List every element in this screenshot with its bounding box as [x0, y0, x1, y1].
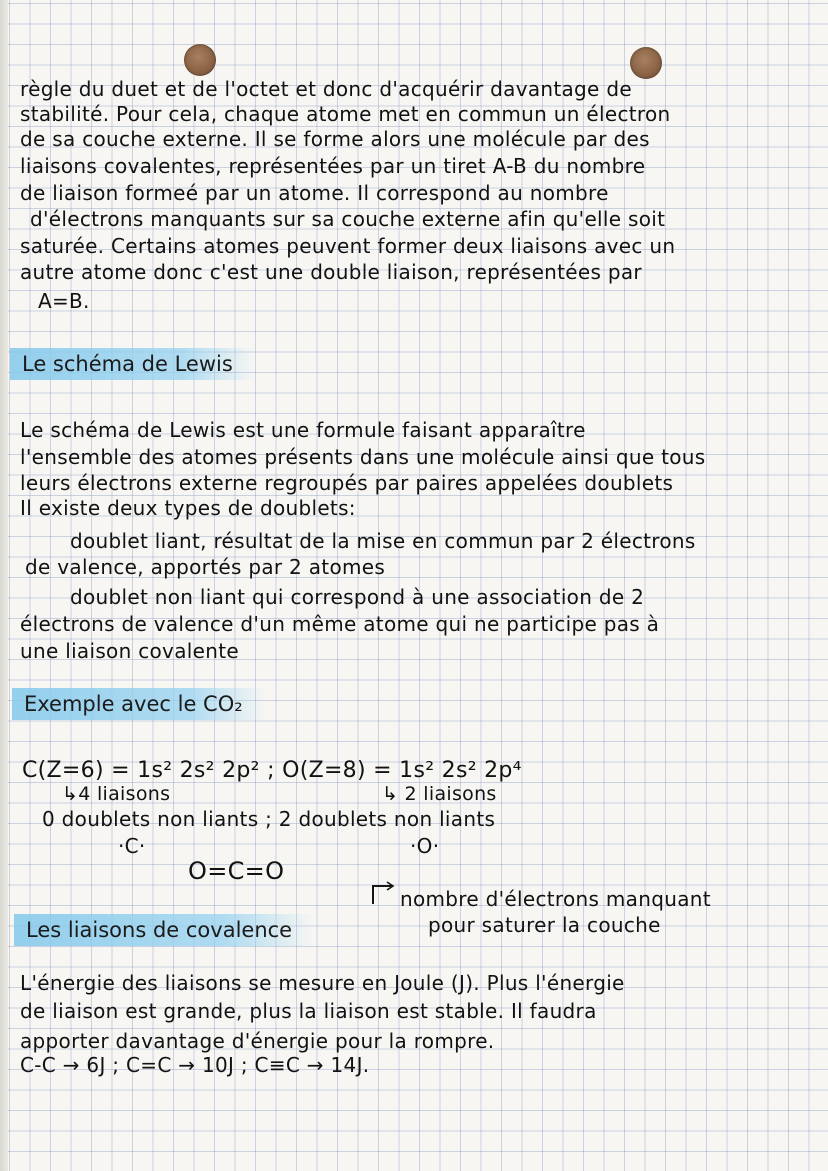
paragraph1-line: liaisons covalentes, représentées par un tiret A-B du nombre: [20, 154, 646, 178]
paragraph1-line: de sa couche externe. Il se forme alors une molécule par des: [20, 127, 650, 151]
paragraph3-line: L'énergie des liaisons se mesure en Joule (J). Plus l'énergie: [20, 971, 625, 995]
paragraph2-line: une liaison covalente: [20, 639, 239, 663]
paragraph1-line: stabilité. Pour cela, chaque atome met en commun un électron: [20, 102, 671, 126]
paragraph2-line: électrons de valence d'un même atome qui ne participe pas à: [20, 612, 660, 636]
paragraph2-line: Le schéma de Lewis est une formule faisant apparaître: [20, 418, 586, 442]
paragraph1-line: de liaison formeé par un atome. Il correspond au nombre: [20, 181, 609, 205]
paragraph1-line: saturée. Certains atomes peuvent former deux liaisons avec un: [20, 234, 676, 258]
annotation-bracket-icon: [370, 880, 396, 906]
annotation-line-1: nombre d'électrons manquant: [400, 887, 711, 911]
heading-covalence: Les liaisons de covalence: [14, 914, 314, 946]
annotation-line-2: pour saturer la couche: [428, 913, 661, 937]
paragraph1-line: d'électrons manquants sur sa couche externe afin qu'elle soit: [30, 207, 666, 231]
paragraph2-line: de valence, apportés par 2 atomes: [25, 555, 386, 579]
punch-hole-left: [184, 44, 216, 76]
paragraph2-line: leurs électrons externe regroupés par paires appelées doublets: [20, 471, 674, 495]
oxygen-bonds-label: ↳ 2 liaisons: [382, 783, 497, 805]
electron-configuration-line: C(Z=6) = 1s² 2s² 2p² ; O(Z=8) = 1s² 2s² 2p⁴: [22, 758, 522, 783]
paragraph2-line: doublet non liant qui correspond à une association de 2: [70, 585, 645, 609]
doublets-line: 0 doublets non liants ; 2 doublets non liants: [42, 807, 496, 831]
paragraph3-line: de liaison est grande, plus la liaison est stable. Il faudra: [20, 999, 597, 1023]
lewis-co2-formula: O=C=O: [188, 857, 285, 885]
paragraph3-line: apporter davantage d'énergie pour la rompre.: [20, 1029, 495, 1053]
lewis-oxygen: ·O·: [410, 834, 440, 858]
carbon-bonds-label: ↳4 liaisons: [62, 783, 171, 805]
paragraph1-line: règle du duet et de l'octet et donc d'acquérir davantage de: [20, 77, 632, 101]
paragraph1-line: A=B.: [38, 289, 90, 313]
punch-hole-right: [630, 47, 662, 79]
paragraph2-line: Il existe deux types de doublets:: [20, 496, 356, 520]
paragraph3-line: C-C → 6J ; C=C → 10J ; C≡C → 14J.: [20, 1053, 370, 1077]
heading-lewis: Le schéma de Lewis: [10, 348, 255, 380]
paragraph2-line: doublet liant, résultat de la mise en commun par 2 électrons: [70, 529, 696, 553]
paragraph1-line: autre atome donc c'est une double liaison, représentées par: [20, 260, 642, 284]
paragraph2-line: l'ensemble des atomes présents dans une molécule ainsi que tous: [20, 445, 706, 469]
lewis-carbon: ·C·: [118, 834, 146, 858]
heading-example: Exemple avec le CO₂: [12, 688, 265, 720]
